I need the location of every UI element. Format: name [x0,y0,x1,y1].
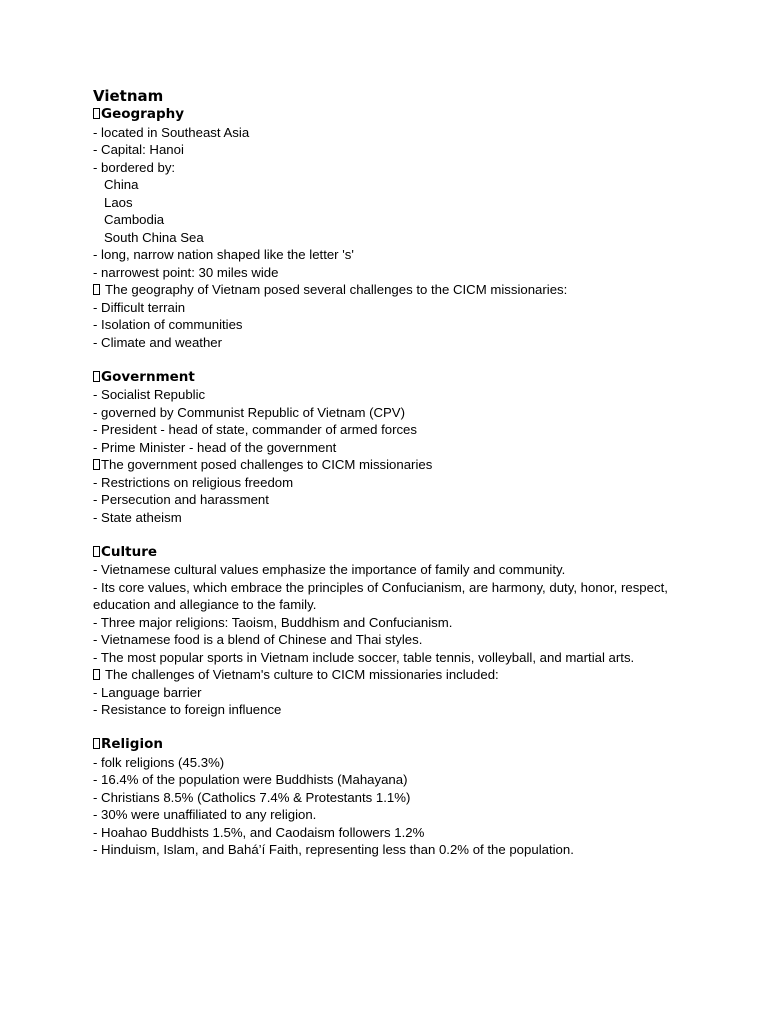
border-item: Cambodia [104,212,165,227]
challenge-item: - Isolation of communities [93,317,243,332]
missing-glyph-icon [93,284,100,295]
list-item: - President - head of state, commander of armed forces [93,422,417,437]
section-heading-text: Geography [101,106,185,122]
missing-glyph-icon [93,108,100,119]
list-item: - Vietnamese food is a blend of Chinese and Thai styles. [93,632,423,647]
section-heading-text: Culture [101,543,158,560]
list-item: - Capital: Hanoi [93,142,184,157]
document-title: Vietnam [93,87,164,105]
missing-glyph-icon [93,459,100,470]
border-item: Laos [104,194,133,210]
challenge-item: - Climate and weather [93,334,223,350]
list-item: - governed by Communist Republic of Vietnam (CPV) [93,404,405,420]
missing-glyph-icon [93,546,100,557]
challenge-intro-text: The government posed challenges to CICM missionaries [101,457,433,472]
list-item: - long, narrow nation shaped like the letter 's' [93,247,354,262]
list-item: - folk religions (45.3%) [93,754,225,770]
list-item: - The most popular sports in Vietnam include soccer, table tennis, volleyball, and martial arts. [93,649,635,665]
section-heading [93,106,693,124]
challenge-intro [93,666,693,684]
section-heading [93,544,693,562]
missing-glyph-icon [93,738,100,749]
challenge-intro [93,456,693,474]
list-item: - 30% were unaffiliated to any religion. [93,807,317,822]
list-item: - Socialist Republic [93,387,206,402]
list-item: - Vietnamese cultural values emphasize the importance of family and community. [93,562,566,577]
list-item: - Three major religions: Taoism, Buddhism and Confucianism. [93,614,453,630]
list-item: - narrowest point: 30 miles wide [93,264,279,280]
list-item: - Christians 8.5% (Catholics 7.4% & Protestants 1.1%) [93,789,411,805]
challenge-item: - Restrictions on religious freedom [93,474,294,490]
border-item: China [104,177,139,192]
section-culture [93,544,693,719]
challenge-item: - State atheism [93,509,182,525]
challenge-item: - Difficult terrain [93,299,186,315]
missing-glyph-icon [93,669,100,680]
challenge-intro [93,281,693,299]
border-item: South China Sea [104,229,204,245]
challenge-item: - Language barrier [93,684,202,700]
section-religion [93,736,693,859]
challenge-item: - Resistance to foreign influence [93,702,282,717]
challenge-intro-text: The geography of Vietnam posed several challenges to the CICM missionaries: [105,282,568,297]
section-heading-text: Government [101,368,195,385]
list-item: - Hinduism, Islam, and Bahá’í Faith, representing less than 0.2% of the population. [93,842,574,857]
list-item: - Its core values, which embrace the principles of Confucianism, are harmony, duty, honor, respect, education and allegiance to the family. [93,579,668,612]
section-government [93,369,693,527]
missing-glyph-icon [93,371,100,382]
challenge-intro-text: The challenges of Vietnam's culture to CICM missionaries included: [105,667,499,682]
section-geography [93,106,693,351]
list-item: - Hoahao Buddhists 1.5%, and Caodaism followers 1.2% [93,824,425,840]
list-item: - located in Southeast Asia [93,124,250,140]
section-heading [93,369,693,387]
section-heading [93,736,693,754]
list-item: - Prime Minister - head of the government [93,439,337,455]
list-item: - 16.4% of the population were Buddhists (Mahayana) [93,772,408,787]
section-heading-text: Religion [101,736,163,752]
document-page [93,87,693,859]
list-item: - bordered by: [93,159,176,175]
challenge-item: - Persecution and harassment [93,492,269,507]
